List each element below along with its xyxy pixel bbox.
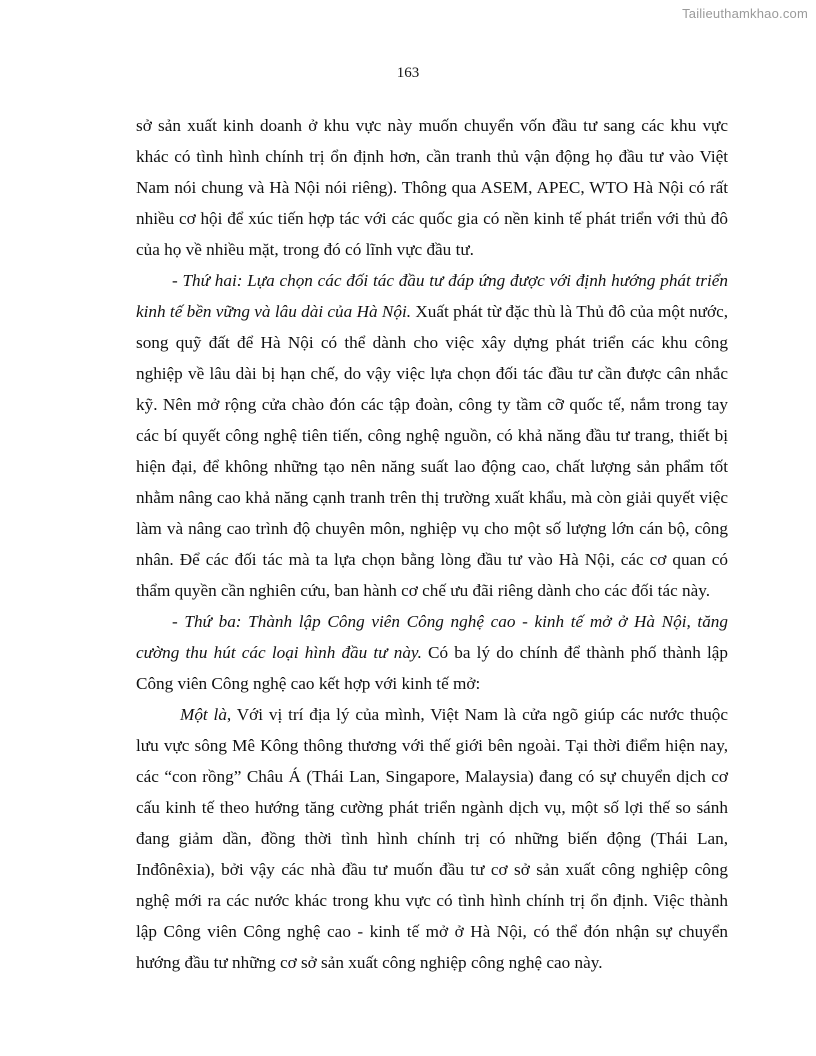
paragraph-lead: - Thứ hai: Lựa chọn các đối tác đầu tư đáp ứng được với định hướng phát triển kinh tế bền vững và lâu dài của Hà Nội.	[136, 271, 728, 321]
document-body	[136, 110, 728, 978]
watermark-text: Tailieuthamkhao.com	[682, 6, 808, 21]
paragraph-continuation	[136, 110, 728, 265]
paragraph-thu-hai	[136, 265, 728, 606]
paragraph-lead: - Thứ ba: Thành lập Công viên Công nghệ cao - kinh tế mở ở Hà Nội, tăng cường thu hút các loại hình đầu tư này.	[136, 612, 728, 662]
paragraph-text: , Với vị trí địa lý của mình, Việt Nam là cửa ngõ giúp các nước thuộc lưu vực sông Mê Kông thông thương với thế giới bên ngoài. Tại thời điểm hiện nay, các “con rồng” Châu Á (Thái Lan, Singapore, Malaysia) đang có sự chuyển dịch cơ cấu kinh tế theo hướng tăng cường phát triển ngành dịch vụ, một số lợi thế so sánh đang giảm dần, đồng thời tình hình chính trị có những biến động (Thái Lan, Inđônêxia), bởi vậy các nhà đầu tư muốn đầu tư cơ sở sản xuất công nghiệp công nghệ mới ra các nước khác trong khu vực có tình hình chính trị ổn định. Việc thành lập Công viên Công nghệ cao - kinh tế mở ở Hà Nội, có thể đón nhận sự chuyển hướng đầu tư những cơ sở sản xuất công nghiệp công nghệ cao này.	[136, 705, 729, 972]
page-number: 163	[396, 65, 420, 81]
paragraph-text: Có ba lý do chính để thành phố thành lập Công viên Công nghệ cao kết hợp với kinh tế mở:	[136, 643, 728, 693]
paragraph-lead: Một là	[180, 705, 227, 724]
paragraph-text: sở sản xuất kinh doanh ở khu vực này muốn chuyển vốn đầu tư sang các khu vực khác có tình hình chính trị ổn định hơn, cần tranh thủ vận động họ đầu tư vào Việt Nam nói chung và Hà Nội nói riêng). Thông qua ASEM, APEC, WTO Hà Nội có rất nhiều cơ hội để xúc tiến hợp tác với các quốc gia có nền kinh tế phát triển với thủ đô của họ về nhiều mặt, trong đó có lĩnh vực đầu tư.	[136, 116, 728, 259]
paragraph-mot-la	[136, 699, 728, 978]
paragraph-text: Xuất phát từ đặc thù là Thủ đô của một nước, song quỹ đất để Hà Nội có thể dành cho việc xây dựng phát triển các khu công nghiệp về lâu dài bị hạn chế, do vậy việc lựa chọn đối tác đầu tư cần được cân nhắc kỹ. Nên mở rộng cửa chào đón các tập đoàn, công ty tầm cỡ quốc tế, nắm trong tay các bí quyết công nghệ tiên tiến, công nghệ nguồn, có khả năng đầu tư trang, thiết bị hiện đại, để không những tạo nên năng suất lao động cao, chất lượng sản phẩm tốt nhằm nâng cao khả năng cạnh tranh trên thị trường xuất khẩu, mà còn giải quyết việc làm và nâng cao trình độ chuyên môn, nghiệp vụ cho một số lượng lớn cán bộ, công nhân. Để các đối tác mà ta lựa chọn bằng lòng đầu tư vào Hà Nội, các cơ quan có thẩm quyền cần nghiên cứu, ban hành cơ chế ưu đãi riêng dành cho các đối tác này.	[136, 302, 728, 600]
paragraph-thu-ba	[136, 606, 728, 699]
